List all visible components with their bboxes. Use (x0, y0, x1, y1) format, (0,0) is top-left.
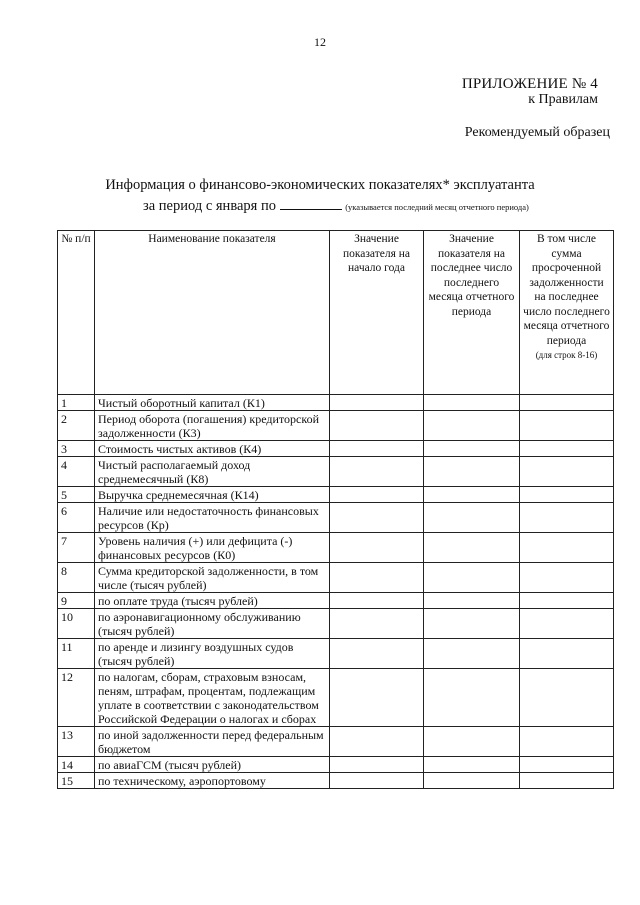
table-row (58, 457, 614, 487)
row-number: 9 (58, 593, 95, 609)
value-start-cell[interactable] (330, 395, 424, 411)
value-last-month-cell[interactable] (424, 395, 520, 411)
table-row (58, 395, 614, 411)
indicator-name: по иной задолженности перед федеральным бюджетом (95, 727, 330, 757)
row-number: 13 (58, 727, 95, 757)
value-last-month-cell[interactable] (424, 593, 520, 609)
table-row (58, 441, 614, 457)
row-number: 1 (58, 395, 95, 411)
indicator-name: по техническому, аэропортовому (95, 773, 330, 789)
header-start-value: Значение показателя на начало года (330, 231, 424, 395)
row-number: 15 (58, 773, 95, 789)
indicator-name: по налогам, сборам, страховым взносам, пеням, штрафам, процентам, подлежащим уплате в соответствии с законодательством Российской Федерации о налогах и сборах (95, 669, 330, 727)
value-overdue-cell[interactable] (520, 639, 614, 669)
table-row (58, 609, 614, 639)
value-last-month-cell[interactable] (424, 411, 520, 441)
table-row (58, 503, 614, 533)
indicator-name: Выручка среднемесячная (К14) (95, 487, 330, 503)
row-number: 5 (58, 487, 95, 503)
row-number: 3 (58, 441, 95, 457)
value-overdue-cell[interactable] (520, 395, 614, 411)
indicator-name: Стоимость чистых активов (К4) (95, 441, 330, 457)
period-note: (указывается последний месяц отчетного периода) (345, 202, 529, 212)
value-last-month-cell[interactable] (424, 773, 520, 789)
value-last-month-cell[interactable] (424, 639, 520, 669)
value-overdue-cell[interactable] (520, 669, 614, 727)
value-start-cell[interactable] (330, 457, 424, 487)
value-overdue-cell[interactable] (520, 757, 614, 773)
indicator-name: Уровень наличия (+) или дефицита (-) финансовых ресурсов (К0) (95, 533, 330, 563)
value-overdue-cell[interactable] (520, 487, 614, 503)
value-start-cell[interactable] (330, 533, 424, 563)
value-start-cell[interactable] (330, 441, 424, 457)
table-row (58, 563, 614, 593)
value-start-cell[interactable] (330, 727, 424, 757)
value-start-cell[interactable] (330, 563, 424, 593)
value-start-cell[interactable] (330, 757, 424, 773)
header-last-month-value: Значение показателя на последнее число последнего месяца отчетного периода (424, 231, 520, 395)
table-row (58, 727, 614, 757)
table-row (58, 639, 614, 669)
table-row (58, 773, 614, 789)
value-overdue-cell[interactable] (520, 411, 614, 441)
period-label: за период с января по (143, 198, 276, 214)
page-number: 12 (314, 35, 326, 49)
table-row (58, 487, 614, 503)
value-last-month-cell[interactable] (424, 669, 520, 727)
value-last-month-cell[interactable] (424, 609, 520, 639)
row-number: 14 (58, 757, 95, 773)
value-start-cell[interactable] (330, 593, 424, 609)
appendix-title: ПРИЛОЖЕНИЕ № 4 (461, 76, 598, 92)
indicator-name: по оплате труда (тысяч рублей) (95, 593, 330, 609)
value-start-cell[interactable] (330, 411, 424, 441)
value-start-cell[interactable] (330, 669, 424, 727)
header-overdue-note: (для строк 8-16) (535, 350, 598, 360)
period-blank-field[interactable] (280, 197, 342, 210)
table-row (58, 411, 614, 441)
indicator-name: Период оборота (погашения) кредиторской задолженности (К3) (95, 411, 330, 441)
row-number: 12 (58, 669, 95, 727)
table-header-row (58, 231, 614, 395)
row-number: 7 (58, 533, 95, 563)
value-last-month-cell[interactable] (424, 727, 520, 757)
recommended-sample-label: Рекомендуемый образец (464, 125, 610, 140)
value-start-cell[interactable] (330, 639, 424, 669)
row-number: 4 (58, 457, 95, 487)
value-start-cell[interactable] (330, 773, 424, 789)
value-start-cell[interactable] (330, 487, 424, 503)
value-overdue-cell[interactable] (520, 727, 614, 757)
value-overdue-cell[interactable] (520, 533, 614, 563)
row-number: 11 (58, 639, 95, 669)
value-last-month-cell[interactable] (424, 563, 520, 593)
row-number: 2 (58, 411, 95, 441)
indicator-name: Сумма кредиторской задолженности, в том числе (тысяч рублей) (95, 563, 330, 593)
header-overdue (520, 231, 614, 395)
value-overdue-cell[interactable] (520, 563, 614, 593)
row-number: 6 (58, 503, 95, 533)
value-overdue-cell[interactable] (520, 609, 614, 639)
value-overdue-cell[interactable] (520, 773, 614, 789)
indicator-name: Чистый располагаемый доход среднемесячный (К8) (95, 457, 330, 487)
row-number: 8 (58, 563, 95, 593)
table-row (58, 533, 614, 563)
indicator-name: Чистый оборотный капитал (К1) (95, 395, 330, 411)
indicator-name: Наличие или недостаточность финансовых ресурсов (Кр) (95, 503, 330, 533)
value-start-cell[interactable] (330, 609, 424, 639)
value-overdue-cell[interactable] (520, 457, 614, 487)
header-name: Наименование показателя (95, 231, 330, 395)
indicator-name: по авиаГСМ (тысяч рублей) (95, 757, 330, 773)
value-last-month-cell[interactable] (424, 487, 520, 503)
document-subtitle (143, 197, 529, 215)
value-last-month-cell[interactable] (424, 441, 520, 457)
value-last-month-cell[interactable] (424, 503, 520, 533)
value-start-cell[interactable] (330, 503, 424, 533)
indicator-name: по аренде и лизингу воздушных судов (тысяч рублей) (95, 639, 330, 669)
value-last-month-cell[interactable] (424, 457, 520, 487)
document-title: Информация о финансово-экономических показателях* эксплуатанта (105, 177, 535, 193)
value-last-month-cell[interactable] (424, 757, 520, 773)
value-overdue-cell[interactable] (520, 441, 614, 457)
value-last-month-cell[interactable] (424, 533, 520, 563)
indicator-name: по аэронавигационному обслуживанию (тысяч рублей) (95, 609, 330, 639)
table-row (58, 757, 614, 773)
header-num: № п/п (58, 231, 95, 395)
table-row (58, 593, 614, 609)
table-row (58, 669, 614, 727)
indicators-table (57, 230, 614, 789)
row-number: 10 (58, 609, 95, 639)
value-overdue-cell[interactable] (520, 593, 614, 609)
header-overdue-text: В том числе сумма просроченной задолженности на последнее число последнего месяца отчетного периода (523, 233, 610, 347)
value-overdue-cell[interactable] (520, 503, 614, 533)
appendix-subtitle: к Правилам (528, 92, 598, 107)
